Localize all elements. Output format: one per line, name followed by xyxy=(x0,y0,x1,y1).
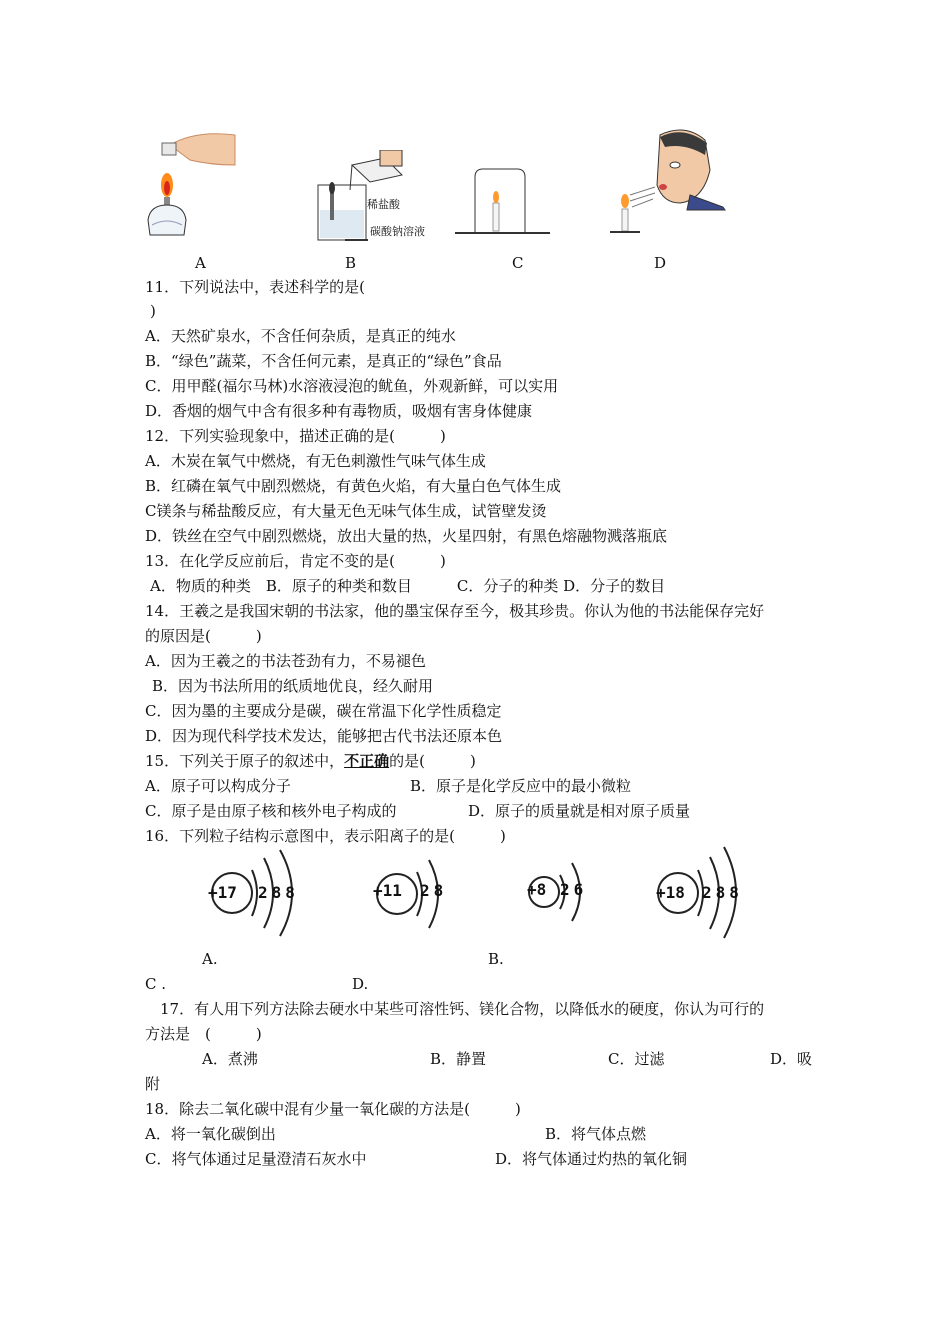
q15-stem-pre: 15．下列关于原子的叙述中， xyxy=(145,752,345,770)
q14-stem-line2: 的原因是( ) xyxy=(145,627,262,645)
atom-4-nucleus: +18 xyxy=(656,883,685,902)
q18-option-c: C．将气体通过足量澄清石灰水中 xyxy=(145,1150,367,1168)
q16-label-a: A. xyxy=(202,950,218,968)
q15-option-b: B．原子是化学反应中的最小微粒 xyxy=(410,777,632,795)
atom-1-nucleus: +17 xyxy=(208,883,237,902)
q12-option-d: D．铁丝在空气中剧烈燃烧，放出大量的热，火星四射，有黑色熔融物溅落瓶底 xyxy=(145,527,668,545)
atom-1-shells: 288 xyxy=(258,883,299,902)
q14-stem-line1: 14．王羲之是我国宋朝的书法家，他的墨宝保存至今，极其珍贵。你认为他的书法能保存完好 xyxy=(145,602,765,620)
q18-option-b: B．将气体点燃 xyxy=(545,1125,647,1143)
q16-label-d: D. xyxy=(352,975,369,993)
figure-c-candle-jar xyxy=(455,165,550,240)
q15-option-d: D．原子的质量就是相对原子质量 xyxy=(468,802,691,820)
q14-option-a: A．因为王羲之的书法苍劲有力，不易褪色 xyxy=(145,652,426,670)
q17-option-d-part2: 附 xyxy=(145,1075,161,1093)
q11-option-a: A．天然矿泉水，不含任何杂质，是真正的纯水 xyxy=(145,327,456,345)
q15-option-c: C．原子是由原子核和核外电子构成的 xyxy=(145,802,397,820)
q13-stem: 13．在化学反应前后，肯定不变的是( ) xyxy=(145,552,446,570)
q12-stem: 12．下列实验现象中，描述正确的是( ) xyxy=(145,427,446,445)
q12-option-a: A．木炭在氧气中燃烧，有无色刺激性气味气体生成 xyxy=(145,452,486,470)
q14-option-b: B．因为书法所用的纸质地优良，经久耐用 xyxy=(152,677,434,695)
q16-label-b: B. xyxy=(488,950,504,968)
figure-b-reagent-bottom: 碳酸钠溶液 xyxy=(370,225,425,238)
q11-option-d: D．香烟的烟气中含有很多种有毒物质，吸烟有害身体健康 xyxy=(145,402,533,420)
q15-option-a: A．原子可以构成分子 xyxy=(145,777,291,795)
q17-option-d-part1: D．吸 xyxy=(770,1050,813,1068)
q11-stem-close: ) xyxy=(150,302,156,320)
figure-label-a: A xyxy=(195,254,206,272)
atom-4-shells: 288 xyxy=(702,883,743,902)
q18-option-a: A．将一氧化碳倒出 xyxy=(145,1125,276,1143)
q15-stem-post: 的是( ) xyxy=(389,752,476,770)
figure-b-reagent-top: 稀盐酸 xyxy=(367,198,400,211)
q17-stem-line2: 方法是 ( ) xyxy=(145,1025,262,1043)
figure-a-alcohol-lamp xyxy=(140,125,240,240)
q17-stem-line1: 17．有人用下列方法除去硬水中某些可溶性钙、镁化合物，以降低水的硬度，你认为可行的 xyxy=(160,1000,765,1018)
atom-3-shells: 26 xyxy=(560,880,588,899)
q11-option-b: B．“绿色”蔬菜，不含任何元素，是真正的“绿色”食品 xyxy=(145,352,502,370)
figure-d-blowing-candle xyxy=(605,125,730,237)
q13-options: A．物质的种类 B．原子的种类和数目 C．分子的种类 D．分子的数目 xyxy=(150,577,666,595)
q18-option-d: D．将气体通过灼热的氧化铜 xyxy=(495,1150,688,1168)
q12-option-b: B．红磷在氧气中剧烈燃烧，有黄色火焰，有大量白色气体生成 xyxy=(145,477,562,495)
figure-label-c: C xyxy=(512,254,524,272)
atom-2-shells: 28 xyxy=(420,881,448,900)
q11-stem: 11．下列说法中，表述科学的是( xyxy=(145,278,365,296)
q17-option-c: C．过滤 xyxy=(608,1050,665,1068)
q16-label-c: C . xyxy=(145,975,167,993)
q17-option-b: B．静置 xyxy=(430,1050,487,1068)
q18-stem: 18．除去二氧化碳中混有少量一氧化碳的方法是( ) xyxy=(145,1100,521,1118)
atom-3-nucleus: +8 xyxy=(527,880,547,899)
figure-label-d: D xyxy=(654,254,667,272)
q15-stem xyxy=(145,751,476,771)
q17-option-a: A．煮沸 xyxy=(202,1050,258,1068)
q14-option-d: D．因为现代科学技术发达，能够把古代书法还原本色 xyxy=(145,727,503,745)
q11-option-c: C．用甲醛(福尔马林)水溶液浸泡的鱿鱼，外观新鲜，可以实用 xyxy=(145,377,559,395)
q16-stem: 16．下列粒子结构示意图中，表示阳离子的是( ) xyxy=(145,827,506,845)
figure-label-b: B xyxy=(345,254,357,272)
q14-option-c: C．因为墨的主要成分是碳，碳在常温下化学性质稳定 xyxy=(145,702,502,720)
q15-stem-emphasis: 不正确 xyxy=(344,752,390,770)
atom-2-nucleus: +11 xyxy=(373,881,402,900)
q12-option-c: C镁条与稀盐酸反应，有大量无色无味气体生成，试管壁发烫 xyxy=(145,502,547,520)
